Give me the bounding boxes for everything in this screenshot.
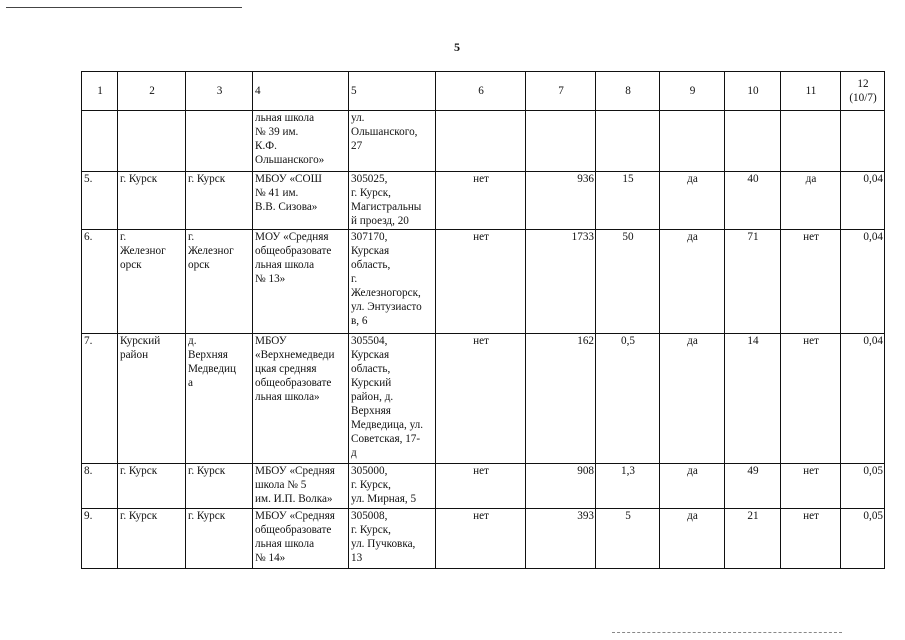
- table-cell: 305025, г. Курск, Магистральны й проезд, 20: [349, 172, 436, 230]
- schools-table: [81, 71, 885, 569]
- table-cell: нет: [436, 230, 526, 334]
- table-cell: г. Курск: [118, 172, 186, 230]
- table-cell: 307170, Курская область, г. Железногорск, ул. Энтузиасто в, 6: [349, 230, 436, 334]
- table-cell: г. Курск: [186, 509, 253, 569]
- header-cell: 3: [186, 72, 253, 111]
- table-cell: 908: [526, 464, 596, 509]
- header-cell: 4: [253, 72, 349, 111]
- table-cell: 7.: [82, 334, 118, 464]
- table-cell: 9.: [82, 509, 118, 569]
- header-cell: 9: [660, 72, 725, 111]
- table-cell: да: [660, 334, 725, 464]
- table-cell: нет: [781, 464, 841, 509]
- table-row: [82, 509, 885, 569]
- table-cell: 0,05: [841, 509, 885, 569]
- table-cell: 14: [725, 334, 781, 464]
- table-cell: нет: [781, 334, 841, 464]
- table-cell: г. Курск: [118, 509, 186, 569]
- table-cell: 21: [725, 509, 781, 569]
- table-cell: [186, 111, 253, 172]
- table-cell: нет: [436, 172, 526, 230]
- table-cell: 305008, г. Курск, ул. Пучковка, 13: [349, 509, 436, 569]
- table-cell: 1,3: [596, 464, 660, 509]
- table-cell: Курский район: [118, 334, 186, 464]
- header-cell: 5: [349, 72, 436, 111]
- header-cell: 7: [526, 72, 596, 111]
- table-cell: г. Курск: [186, 464, 253, 509]
- table-cell: да: [781, 172, 841, 230]
- table-cell: 49: [725, 464, 781, 509]
- header-cell: 1: [82, 72, 118, 111]
- table-cell: ул. Ольшанского, 27: [349, 111, 436, 172]
- table-row: [82, 464, 885, 509]
- table-cell: нет: [781, 509, 841, 569]
- table-cell: МБОУ «Средняя школа № 5 им. И.П. Волка»: [253, 464, 349, 509]
- table-cell: МБОУ «Средняя общеобразовате льная школа № 14»: [253, 509, 349, 569]
- table-row: [82, 230, 885, 334]
- table-row: [82, 172, 885, 230]
- table-row: [82, 111, 885, 172]
- table-cell: да: [660, 509, 725, 569]
- header-cell: 11: [781, 72, 841, 111]
- table-cell: 0,05: [841, 464, 885, 509]
- table-cell: 50: [596, 230, 660, 334]
- bottom-rule: [612, 632, 842, 633]
- table-cell: 305504, Курская область, Курский район, д. Верхняя Медведица, ул. Советская, 17- д: [349, 334, 436, 464]
- table-cell: [596, 111, 660, 172]
- table-cell: да: [660, 230, 725, 334]
- top-rule: [6, 7, 242, 8]
- table-cell: 5: [596, 509, 660, 569]
- table-cell: 0,04: [841, 230, 885, 334]
- table-header-row: [82, 72, 885, 111]
- table-cell: 0,5: [596, 334, 660, 464]
- table-row: [82, 334, 885, 464]
- header-cell: 12 (10/7): [841, 72, 885, 111]
- table-cell: г. Курск: [118, 464, 186, 509]
- table-cell: 8.: [82, 464, 118, 509]
- table-cell: [841, 111, 885, 172]
- table-cell: 393: [526, 509, 596, 569]
- table-cell: [436, 111, 526, 172]
- header-cell: 10: [725, 72, 781, 111]
- table-cell: 5.: [82, 172, 118, 230]
- table-cell: 15: [596, 172, 660, 230]
- table-cell: нет: [436, 334, 526, 464]
- table-cell: 0,04: [841, 334, 885, 464]
- page-number: 5: [454, 40, 460, 54]
- table-cell: нет: [436, 464, 526, 509]
- table-cell: [526, 111, 596, 172]
- table-cell: 71: [725, 230, 781, 334]
- table-cell: нет: [436, 509, 526, 569]
- table-cell: д. Верхняя Медведиц а: [186, 334, 253, 464]
- table-cell: 6.: [82, 230, 118, 334]
- header-cell: 2: [118, 72, 186, 111]
- table-cell: льная школа № 39 им. К.Ф. Ольшанского»: [253, 111, 349, 172]
- table-cell: [118, 111, 186, 172]
- table-cell: да: [660, 464, 725, 509]
- table-cell: МБОУ «СОШ № 41 им. В.В. Сизова»: [253, 172, 349, 230]
- table-cell: да: [660, 172, 725, 230]
- table-cell: г. Железног орск: [118, 230, 186, 334]
- table-cell: 40: [725, 172, 781, 230]
- header-cell: 8: [596, 72, 660, 111]
- table-cell: 0,04: [841, 172, 885, 230]
- table-cell: 305000, г. Курск, ул. Мирная, 5: [349, 464, 436, 509]
- table-cell: МОУ «Средняя общеобразовате льная школа № 13»: [253, 230, 349, 334]
- table-cell: [82, 111, 118, 172]
- table-cell: [660, 111, 725, 172]
- table-cell: МБОУ «Верхнемедведи цкая средняя общеобразовате льная школа»: [253, 334, 349, 464]
- table-cell: [725, 111, 781, 172]
- table-cell: 1733: [526, 230, 596, 334]
- table-cell: г. Железног орск: [186, 230, 253, 334]
- table-cell: 936: [526, 172, 596, 230]
- table-cell: [781, 111, 841, 172]
- table-cell: нет: [781, 230, 841, 334]
- table-cell: г. Курск: [186, 172, 253, 230]
- table-cell: 162: [526, 334, 596, 464]
- header-cell: 6: [436, 72, 526, 111]
